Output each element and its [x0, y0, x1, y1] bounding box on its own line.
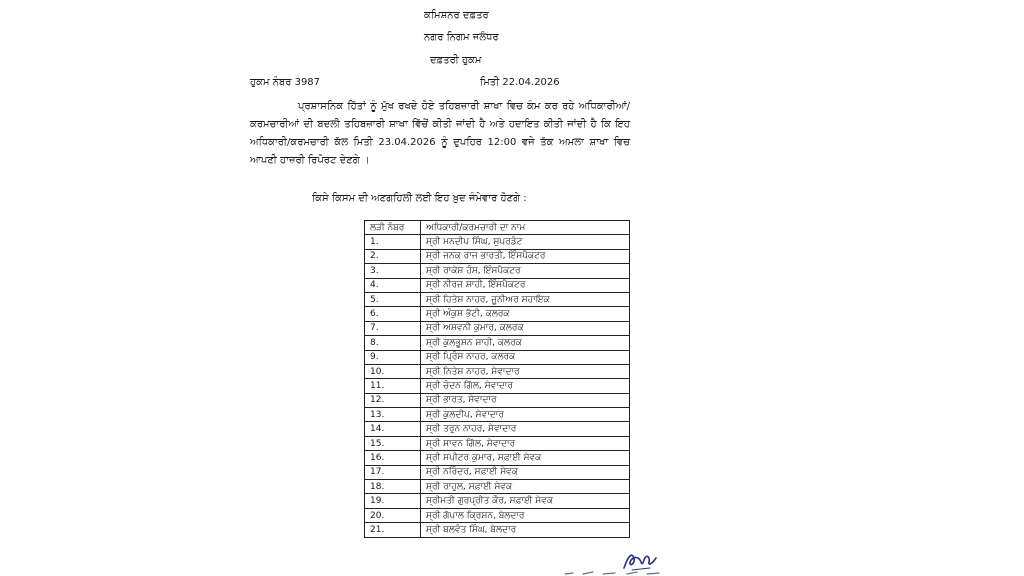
staff-name-cell: ਸ੍ਰੀ ਪ੍ਰਿੰਸ ਨਾਹਰ, ਕਲਰਕ [421, 350, 630, 364]
serial-number-cell: 5. [365, 292, 421, 306]
serial-number-cell: 6. [365, 307, 421, 321]
serial-number-cell: 2. [365, 249, 421, 263]
serial-number-cell: 17. [365, 465, 421, 479]
responsibility-note: ਕਿਸੇ ਕਿਸਮ ਦੀ ਅਣਗਹਿਲੀ ਲਈ ਇਹ ਖ਼ੁਦ ਜੰਮੇਵਾਰ ਹੋਣਗੇ : [312, 193, 527, 204]
serial-number-cell: 20. [365, 508, 421, 522]
staff-name-cell: ਸ੍ਰੀ ਭਾਰਤ, ਸੇਵਾਦਾਰ [421, 393, 630, 407]
staff-name-cell: ਸ੍ਰੀ ਰਾਹੁਲ, ਸਫ਼ਾਈ ਸੇਵਕ [421, 480, 630, 494]
staff-name-cell: ਸ੍ਰੀ ਸਪੀਟਰ ਕੁਮਾਰ, ਸਫ਼ਾਈ ਸੇਵਕ [421, 451, 630, 465]
staff-name-cell: ਸ੍ਰੀ ਸਾਵਨ ਗਿੱਲ, ਸੇਵਾਦਾਰ [421, 436, 630, 450]
staff-name-cell: ਸ੍ਰੀ ਨਰਿੰਦਰ, ਸਫ਼ਾਈ ਸੇਵਕ [421, 465, 630, 479]
serial-number-cell: 8. [365, 336, 421, 350]
table-row [365, 494, 630, 508]
staff-name-cell: ਸ੍ਰੀ ਮਨਦੀਪ ਸਿੰਘ, ਸੁਪਰਡੰਟ [421, 235, 630, 249]
table-row [365, 465, 630, 479]
serial-number-cell: 1. [365, 235, 421, 249]
staff-name-cell: ਸ੍ਰੀ ਚੰਦਨ ਗਿੱਲ, ਸੇਵਾਦਾਰ [421, 379, 630, 393]
staff-name-cell: ਸ੍ਰੀ ਅੰਕੁਸ਼ ਭੱਟੀ, ਕਲਰਕ [421, 307, 630, 321]
corporation-heading: ਨਗਰ ਨਿਗਮ ਜਲੰਧਰ [424, 32, 499, 43]
office-heading: ਕਮਿਸ਼ਨਰ ਦਫ਼ਤਰ [424, 10, 489, 21]
serial-number-cell: 7. [365, 321, 421, 335]
signature-underline-icon [563, 570, 663, 576]
serial-number-cell: 13. [365, 408, 421, 422]
table-row [365, 379, 630, 393]
order-body-paragraph: ਪ੍ਰਸ਼ਾਸਨਿਕ ਹਿੱਤਾਂ ਨੂੰ ਮੁੱਖ ਰਖਦੇ ਹੋਏ ਤਹਿਬਜ਼ਾਰੀ ਸ਼ਾਖਾ ਵਿਚ ਕੰਮ ਕਰ ਰਹੇ ਅਧਿਕਾਰੀਆਂ/ਕਰਮਚਾਰੀਆਂ ਦੀ ਬਦਲੀ ਤਹਿਬਜ਼ਾਰੀ ਸ਼ਾਖਾ ਵਿੱਚੋਂ ਕੀਤੀ ਜਾਂਦੀ ਹੈ ਅਤੇ ਹਦਾਇਤ ਕੀਤੀ ਜਾਂਦੀ ਹੈ ਕਿ ਇਹ ਅਧਿਕਾਰੀ/ਕਰਮਚਾਰੀ ਕੱਲ ਮਿਤੀ 23.04.2026 ਨੂੰ ਦੁਪਹਿਰ 12:00 ਵਜੇ ਤੱਕ ਅਮਲਾ ਸ਼ਾਖਾ ਵਿਚ ਆਪਣੀ ਹਾਜ਼ਰੀ ਰਿਪੋਰਟ ਦੇਣਗੇ । [250, 101, 630, 166]
order-type-heading: ਦਫ਼ਤਰੀ ਹੁਕਮ [430, 55, 482, 66]
serial-number-cell: 19. [365, 494, 421, 508]
table-row [365, 393, 630, 407]
serial-number-cell: 3. [365, 264, 421, 278]
serial-number-cell: 10. [365, 364, 421, 378]
staff-name-cell: ਸ੍ਰੀ ਰਾਕੇਸ਼ ਹੰਸ, ਇੰਸਪੈਕਟਰ [421, 264, 630, 278]
table-row [365, 422, 630, 436]
staff-name-cell: ਸ੍ਰੀ ਨਿਤੇਸ਼ ਨਾਹਰ, ਸੇਵਾਦਾਰ [421, 364, 630, 378]
table-row [365, 436, 630, 450]
order-date: ਮਿਤੀ 22.04.2026 [480, 77, 560, 88]
staff-name-cell: ਸ੍ਰੀ ਕੁਲਭੂਸ਼ਨ ਸ਼ਾਹੀ, ਕਲਰਕ [421, 336, 630, 350]
header-serial-number: ਲੜੀ ਨੰਬਰ [365, 221, 421, 235]
table-row [365, 408, 630, 422]
table-row [365, 321, 630, 335]
serial-number-cell: 18. [365, 480, 421, 494]
serial-number-cell: 15. [365, 436, 421, 450]
staff-name-cell: ਸ੍ਰੀ ਜਨਕ ਰਾਜ ਭਾਰਤੀ, ਇੰਸਪੈਕਟਰ [421, 249, 630, 263]
table-header-row [365, 221, 630, 235]
staff-name-cell: ਸ੍ਰੀ ਕੁਲਦੀਪ, ਸੇਵਾਦਾਰ [421, 408, 630, 422]
serial-number-cell: 16. [365, 451, 421, 465]
staff-name-cell: ਸ੍ਰੀ ਗੋਪਾਲ ਕ੍ਰਿਸ਼ਨ, ਬੇਲਦਾਰ [421, 508, 630, 522]
staff-name-cell: ਸ੍ਰੀ ਬਲਵੰਤ ਸਿੰਘ, ਬੇਲਦਾਰ [421, 523, 630, 537]
staff-name-cell: ਸ੍ਰੀ ਤਰੁਨ ਨਾਹਰ, ਸੇਵਾਦਾਰ [421, 422, 630, 436]
staff-name-cell: ਸ੍ਰੀ ਅਸ਼ਵਨੀ ਕੁਮਾਰ, ਕਲਰਕ [421, 321, 630, 335]
serial-number-cell: 4. [365, 278, 421, 292]
order-number: ਹੁਕਮ ਨੰਬਰ 3987 [250, 77, 321, 88]
table-row [365, 451, 630, 465]
staff-table [364, 220, 630, 538]
table-row [365, 278, 630, 292]
table-row [365, 364, 630, 378]
table-row [365, 350, 630, 364]
table-row [365, 480, 630, 494]
serial-number-cell: 11. [365, 379, 421, 393]
table-row [365, 292, 630, 306]
table-row [365, 235, 630, 249]
table-row [365, 264, 630, 278]
staff-table-body [365, 235, 630, 537]
table-row [365, 508, 630, 522]
serial-number-cell: 14. [365, 422, 421, 436]
table-row [365, 523, 630, 537]
staff-name-cell: ਸ੍ਰੀ ਨੀਰਜ ਸ਼ਾਹੀ, ਇੰਸਪੈਕਟਰ [421, 278, 630, 292]
table-row [365, 249, 630, 263]
table-row [365, 336, 630, 350]
serial-number-cell: 9. [365, 350, 421, 364]
serial-number-cell: 21. [365, 523, 421, 537]
staff-name-cell: ਸ੍ਰੀ ਹਿਤੇਸ਼ ਨਾਹਰ, ਜੂਨੀਅਰ ਸਹਾਇਕ [421, 292, 630, 306]
staff-name-cell: ਸ੍ਰੀਮਤੀ ਗੁਰਪ੍ਰੀਤ ਕੌਰ, ਸਫ਼ਾਈ ਸੇਵਕ [421, 494, 630, 508]
header-staff-name: ਅਧਿਕਾਰੀ/ਕਰਮਚਾਰੀ ਦਾ ਨਾਮ [421, 221, 630, 235]
serial-number-cell: 12. [365, 393, 421, 407]
table-row [365, 307, 630, 321]
